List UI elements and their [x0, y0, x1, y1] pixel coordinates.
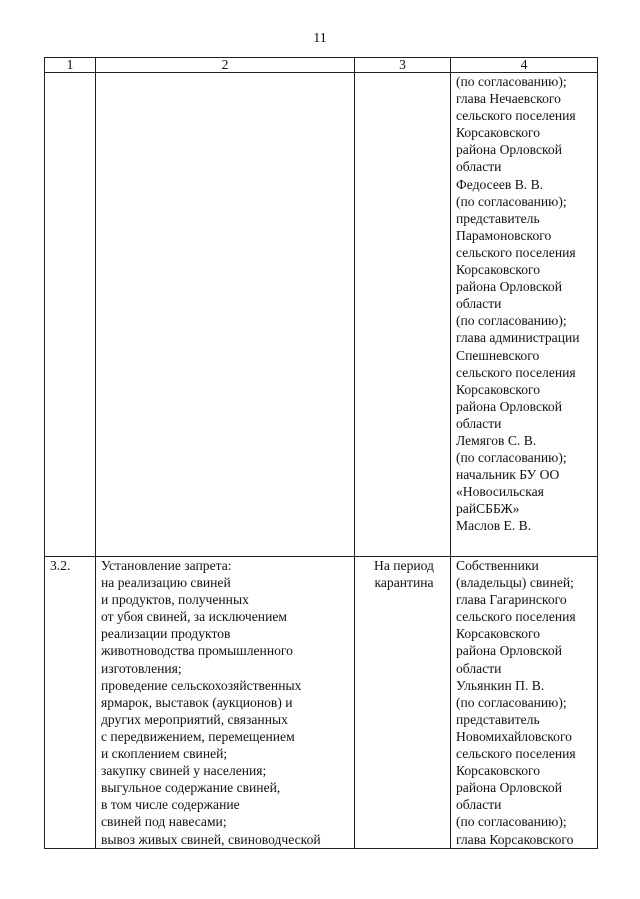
measures-table [44, 57, 598, 849]
cell-3-2-responsible [451, 557, 598, 849]
text-line: других мероприятий, связанных [101, 711, 288, 727]
text-line: глава Гагаринского [456, 592, 567, 608]
text-line: (по согласованию); [456, 694, 567, 710]
cell-continued-term [355, 73, 451, 557]
cell-3-2-term [355, 557, 451, 849]
text-line: на реализацию свиней [101, 575, 231, 591]
cell-continued-responsible [451, 73, 598, 557]
text-line: глава Нечаевского [456, 91, 561, 107]
text-line: Установление запрета: [101, 558, 232, 573]
text-line: области [456, 797, 502, 813]
text-line: Федосеев В. В. [456, 176, 544, 192]
page-number: 11 [313, 31, 327, 46]
text-line: глава администрации [456, 330, 580, 346]
text-line: района Орловской [456, 142, 562, 158]
text-line: района Орловской [456, 398, 562, 414]
text-line: района Орловской [456, 643, 562, 659]
text-line: Корсаковского [456, 763, 541, 779]
text-line: (по согласованию); [456, 313, 567, 329]
text-line: (по согласованию); [456, 193, 567, 209]
text-line: и скоплением свиней; [101, 746, 228, 762]
table-row-continued [45, 73, 598, 557]
text-line: района Орловской [456, 780, 562, 796]
text-line: представитель [456, 210, 540, 226]
text-line: сельского поселения [456, 364, 576, 380]
text-line: Ульянкин П. В. [456, 677, 545, 693]
text-line: (по согласованию); [456, 450, 567, 466]
text-line: Лемягов С. В. [456, 432, 537, 448]
text-line: и продуктов, полученных [101, 592, 249, 608]
text-line: выгульное содержание свиней, [101, 780, 281, 796]
cell-continued-number [45, 73, 96, 557]
text-line: района Орловской [456, 279, 562, 295]
text-line: Спешневского [456, 347, 540, 363]
text-line: ярмарок, выставок (аукционов) и [101, 694, 293, 710]
text-line: сельского поселения [456, 244, 576, 260]
text-line: (владельцы) свиней; [456, 575, 574, 591]
text-line: Новомихайловского [456, 728, 572, 744]
text-line: сельского поселения [456, 609, 576, 625]
table-row-3-2 [45, 557, 598, 849]
text-line: области [456, 415, 502, 431]
cell-continued-measure [96, 73, 355, 557]
text-line: Парамоновского [456, 227, 552, 243]
text-line: закупку свиней у населения; [101, 763, 267, 779]
text-line: Корсаковского [456, 626, 541, 642]
text-line: сельского поселения [456, 746, 576, 762]
text-line: Маслов Е. В. [456, 518, 532, 534]
text-line: области [456, 159, 502, 175]
text-line: Корсаковского [456, 125, 541, 141]
text-line: области [456, 296, 502, 312]
text-line: области [456, 660, 502, 676]
text-line: глава Корсаковского [456, 831, 574, 847]
text-line: (по согласованию); [456, 74, 567, 89]
text-line: На период [374, 558, 434, 573]
text-line: Корсаковского [456, 262, 541, 278]
text-line: проведение сельскохозяйственных [101, 677, 302, 693]
text-line: изготовления; [101, 660, 182, 676]
text-line: начальник БУ ОО [456, 467, 560, 483]
text-line: райСББЖ» [456, 501, 520, 517]
text-line: животноводства промышленного [101, 643, 293, 659]
text-line: сельского поселения [456, 108, 576, 124]
text-line: (по согласованию); [456, 814, 567, 830]
table-header-row [45, 58, 598, 73]
text-line: карантина [374, 575, 434, 591]
text-line: в том числе содержание [101, 797, 240, 813]
text-line: представитель [456, 711, 540, 727]
text-line: «Новосильская [456, 484, 544, 500]
cell-3-2-number: 3.2. [45, 557, 96, 849]
text-line: свиней под навесами; [101, 814, 227, 830]
header-col-4: 4 [451, 58, 598, 73]
header-col-1: 1 [45, 58, 96, 73]
text-line: реализации продуктов [101, 626, 231, 642]
header-col-2: 2 [96, 58, 355, 73]
text-line: вывоз живых свиней, свиноводческой [101, 831, 321, 847]
header-col-3: 3 [355, 58, 451, 73]
text-line: от убоя свиней, за исключением [101, 609, 287, 625]
text-line: Корсаковского [456, 381, 541, 397]
text-line: Собственники [456, 558, 539, 573]
cell-3-2-measure [96, 557, 355, 849]
text-line: с передвижением, перемещением [101, 728, 295, 744]
